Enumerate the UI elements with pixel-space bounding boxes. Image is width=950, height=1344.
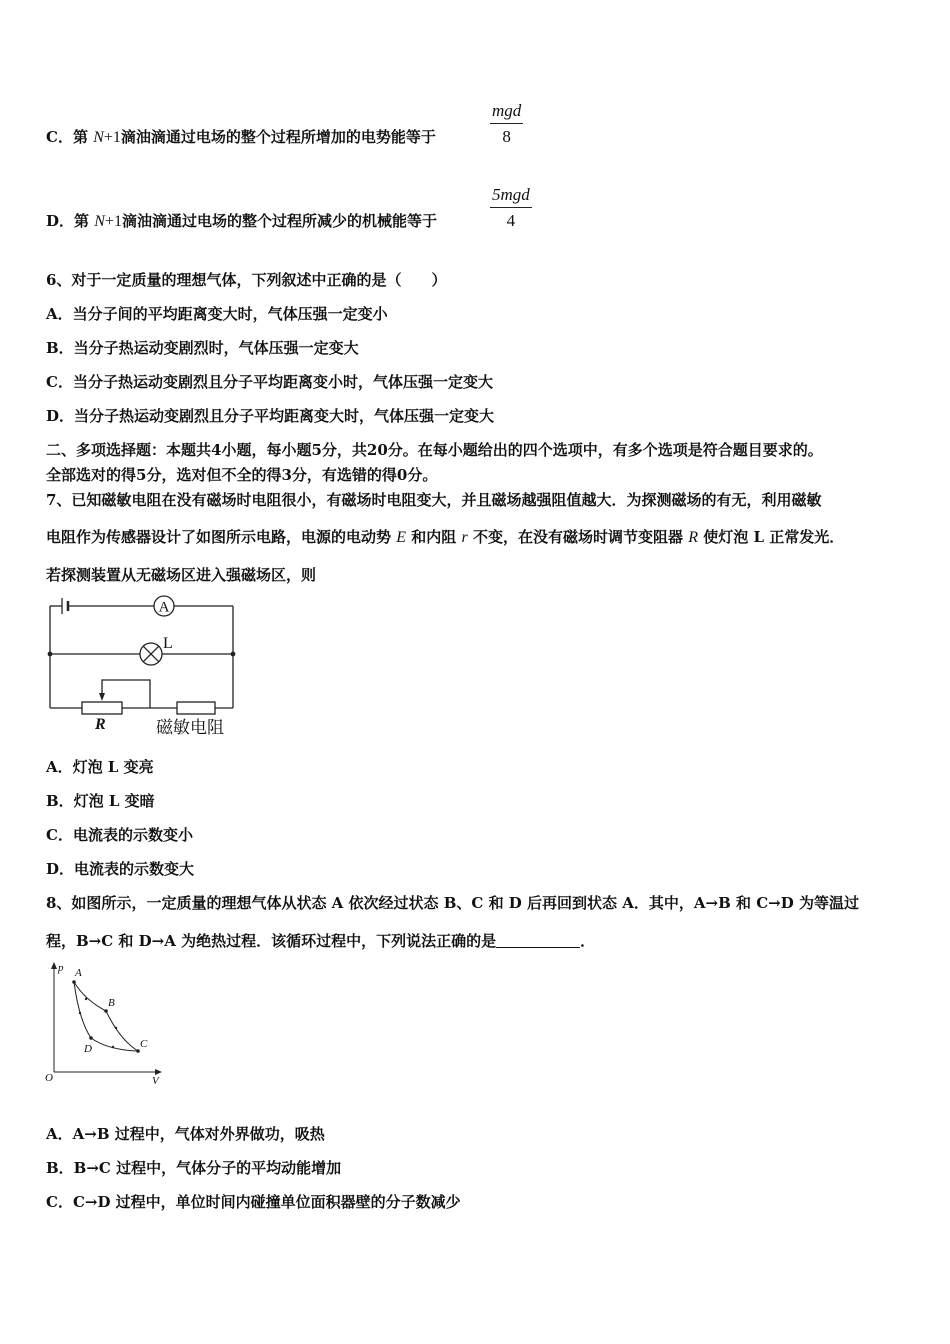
q8-line2: 程，B→C 和 D→A 为绝热过程．该循环过程中，下列说法正确的是 ． (46, 932, 596, 950)
q8-line1: 8、如图所示，一定质量的理想气体从状态 A 依次经过状态 B、C 和 D 后再回到状态 A．其中，A→B 和 C→D 为等温过 (46, 894, 859, 912)
q8-option-c: C．C→D 过程中，单位时间内碰撞单位面积器壁的分子数减少 (46, 1193, 461, 1211)
var-n: N (93, 129, 104, 146)
ammeter-label: A (158, 599, 170, 616)
q5-option-c: C．第 N+1滴油滴通过电场的整个过程所增加的电势能等于 (46, 128, 436, 146)
q6-option-a: A．当分子间的平均距离变大时，气体压强一定变小 (46, 305, 388, 323)
q7-option-d: D．电流表的示数变大 (46, 860, 195, 878)
p-axis-arrow-icon (51, 962, 57, 969)
q7-line3: 若探测装置从无磁场区进入强磁场区，则 (46, 566, 317, 584)
pv-diagram (40, 958, 170, 1090)
state-a-label: A (75, 967, 82, 979)
state-d-label: D (84, 1043, 92, 1055)
q6-option-d: D．当分子热运动变剧烈且分子平均距离变大时，气体压强一定变大 (46, 407, 495, 425)
slider-arrow-icon (99, 693, 105, 701)
answer-blank (496, 933, 580, 948)
q7-option-a: A．灯泡 L 变亮 (46, 758, 154, 776)
lamp-label: L (163, 635, 173, 652)
q5-d-fraction: 5mgd 4 (492, 185, 530, 230)
magneto-resistor-label: 磁敏电阻 (156, 718, 224, 738)
q8-option-b: B．B→C 过程中，气体分子的平均动能增加 (46, 1159, 342, 1177)
var-n: N (94, 213, 105, 230)
q7-line1: 7、已知磁敏电阻在没有磁场时电阻很小，有磁场时电阻变大，并且磁场越强阻值越大．为探测磁场的有无，利用磁敏 (46, 491, 822, 509)
origin-label: O (45, 1072, 53, 1084)
magneto-resistor-icon (177, 702, 215, 714)
q7-option-b: B．灯泡 L 变暗 (46, 792, 155, 810)
q6-stem: 6、对于一定质量的理想气体，下列叙述中正确的是（ ） (46, 271, 447, 289)
section2-line2: 全部选对的得5分，选对但不全的得3分，有选错的得0分。 (46, 466, 438, 484)
lamp-icon (140, 643, 162, 665)
state-c-label: C (140, 1038, 148, 1050)
q7-option-c: C．电流表的示数变小 (46, 826, 193, 844)
q6-option-b: B．当分子热运动变剧烈时，气体压强一定变大 (46, 339, 359, 357)
p-axis-label: p (58, 962, 64, 974)
rheostat-label: R (95, 716, 106, 733)
v-axis-label: V (152, 1075, 159, 1087)
rheostat-icon (82, 702, 122, 714)
q7-line2: 电阻作为传感器设计了如图所示电路，电源的电动势 E 和内阻 r 不变，在没有磁场时调节变阻器 R 使灯泡 L 正常发光． (46, 528, 845, 546)
q6-option-c: C．当分子热运动变剧烈且分子平均距离变小时，气体压强一定变大 (46, 373, 493, 391)
circuit-diagram (40, 590, 245, 740)
q5-option-d: D．第 N+1滴油滴通过电场的整个过程所减少的机械能等于 (46, 212, 437, 230)
state-b-label: B (108, 997, 115, 1009)
section2-line1: 二、多项选择题：本题共4小题，每小题5分，共20分。在每小题给出的四个选项中，有多个选项是符合题目要求的。 (46, 441, 823, 459)
q8-option-a: A．A→B 过程中，气体对外界做功，吸热 (46, 1125, 325, 1143)
q5-c-fraction: mgd 8 (492, 101, 522, 146)
